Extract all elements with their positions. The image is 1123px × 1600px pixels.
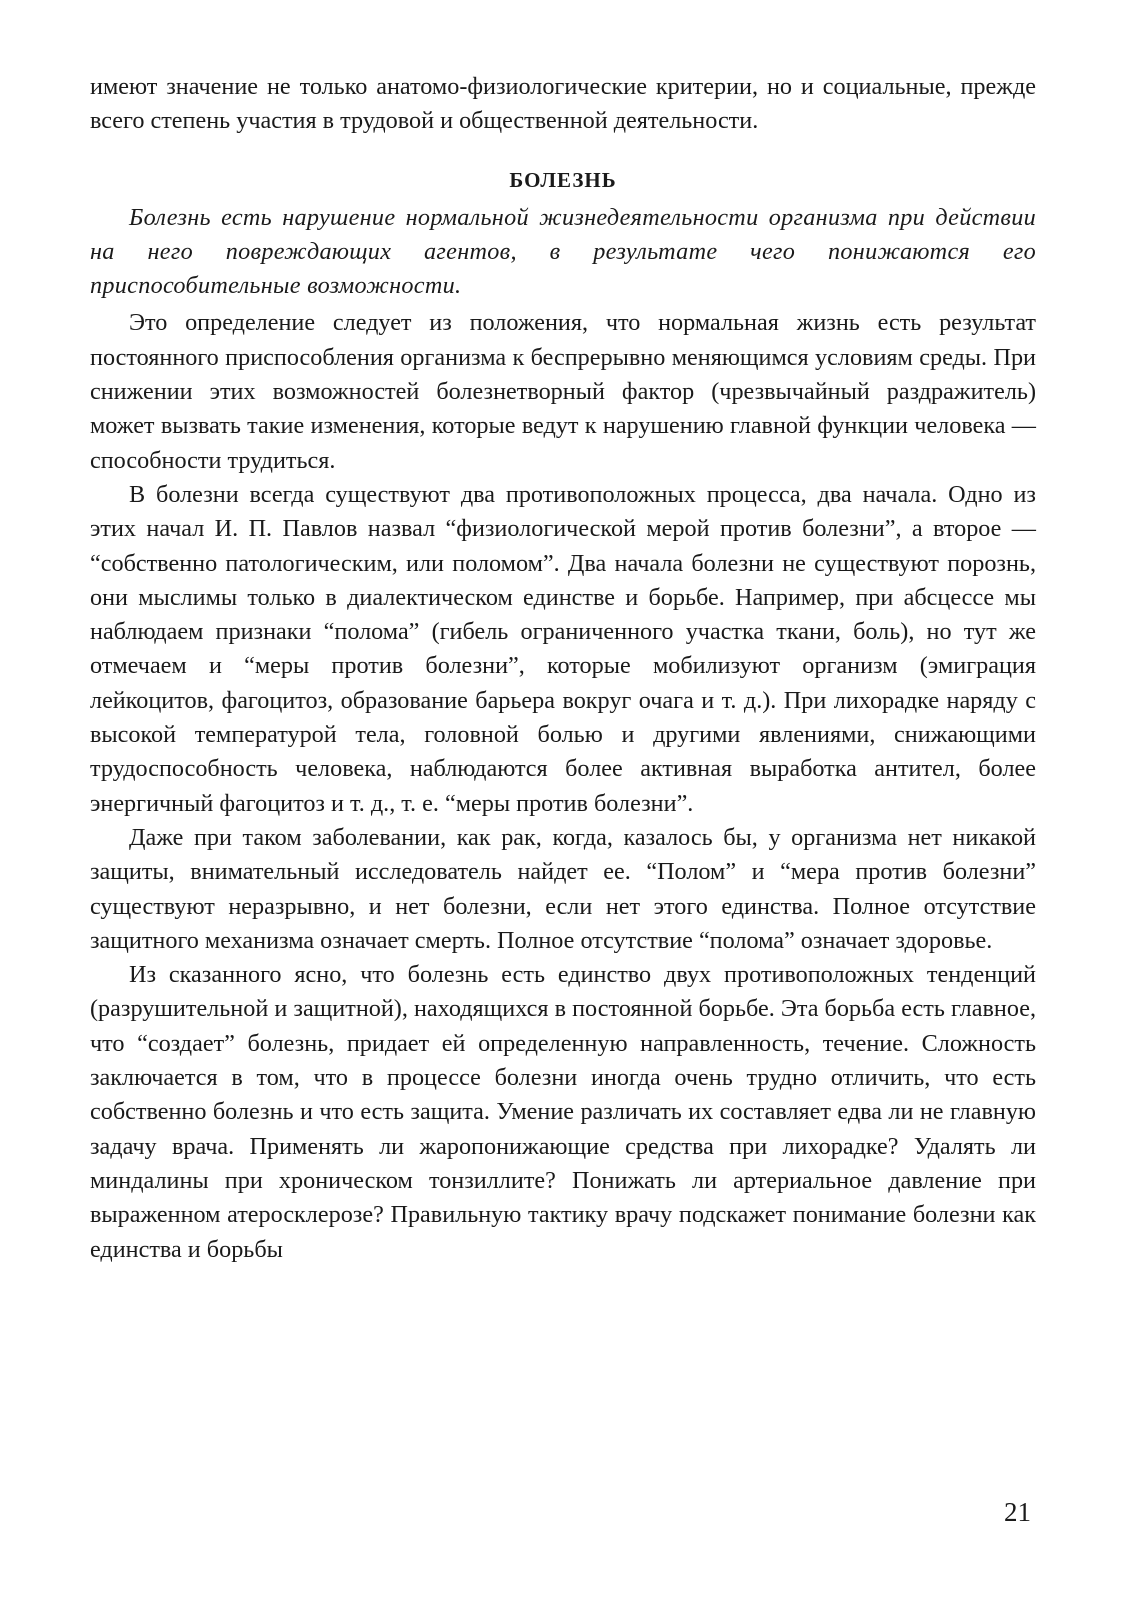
section-heading: БОЛЕЗНЬ (509, 167, 617, 192)
paragraph: Это определение следует из положения, что нормальная жизнь есть результат постоянного приспособления организма к беспрерывно меняющимся условиям среды. При снижении этих возможностей болезнетворный фактор (чрезвычайный раздражитель) может вызвать такие изменения, которые ведут к нарушению главной функции человека — способности трудиться. (90, 309, 1036, 474)
paragraph: В болезни всегда существуют два противоположных процесса, два начала. Одно из этих начал И. П. Павлов назвал “физиологической мерой против болезни”, а второе — “собственно патологическим, или поломом”. Два начала болезни не существуют порознь, они мыслимы только в диалектическом единстве и борьбе. Например, при абсцессе мы наблюдаем признаки “полома” (гибель ограниченного участка ткани, боль), но тут же отмечаем и “меры против болезни”, которые мобилизуют организм (эмиграция лейкоцитов, фагоцитоз, образование барьера вокруг очага и т. д.). При лихорадке наряду с высокой температурой тела, головной болью и другими явлениями, снижающими трудоспособность человека, наблюдаются более активная выработка антител, более энергичный фагоцитоз и т. д., т. е. “меры против болезни”. (90, 480, 1036, 817)
body-text (90, 306, 1036, 1266)
document-page (90, 70, 1036, 1267)
paragraph: Из сказанного ясно, что болезнь есть единство двух противоположных тенденций (разрушительной и защитной), находящихся в постоянной борьбе. Эта борьба есть главное, что “создает” болезнь, придает ей определенную направленность, течение. Сложность заключается в том, что в процессе болезни иногда очень трудно отличить, что есть собственно болезнь и что есть защита. Умение различать их составляет едва ли не главную задачу врача. Применять ли жаропонижающие средства при лихорадке? Удалять ли миндалины при хроническом тонзиллите? Понижать ли артериальное давление при выраженном атеросклерозе? Правильную тактику врачу подскажет понимание болезни как единства и борьбы (90, 961, 1036, 1263)
page-number: 21 (1004, 1497, 1031, 1527)
paragraph: Даже при таком заболевании, как рак, когда, казалось бы, у организма нет никакой защиты, внимательный исследователь найдет ее. “Полом” и “мера против болезни” существуют неразрывно, и нет болезни, если нет этого единства. Полное отсутствие защитного механизма означает смерть. Полное отсутствие “полома” означает здоровье. (90, 823, 1036, 954)
intro-paragraph: имеют значение не только анатомо-физиологические критерии, но и социальные, прежде всего степень участия в трудовой и общественной деятельности. (90, 73, 1036, 135)
definition-paragraph: Болезнь есть нарушение нормальной жизнедеятельности организма при действии на него повреждающих агентов, в результате чего понижаются его приспособительные возможности. (90, 203, 1036, 300)
